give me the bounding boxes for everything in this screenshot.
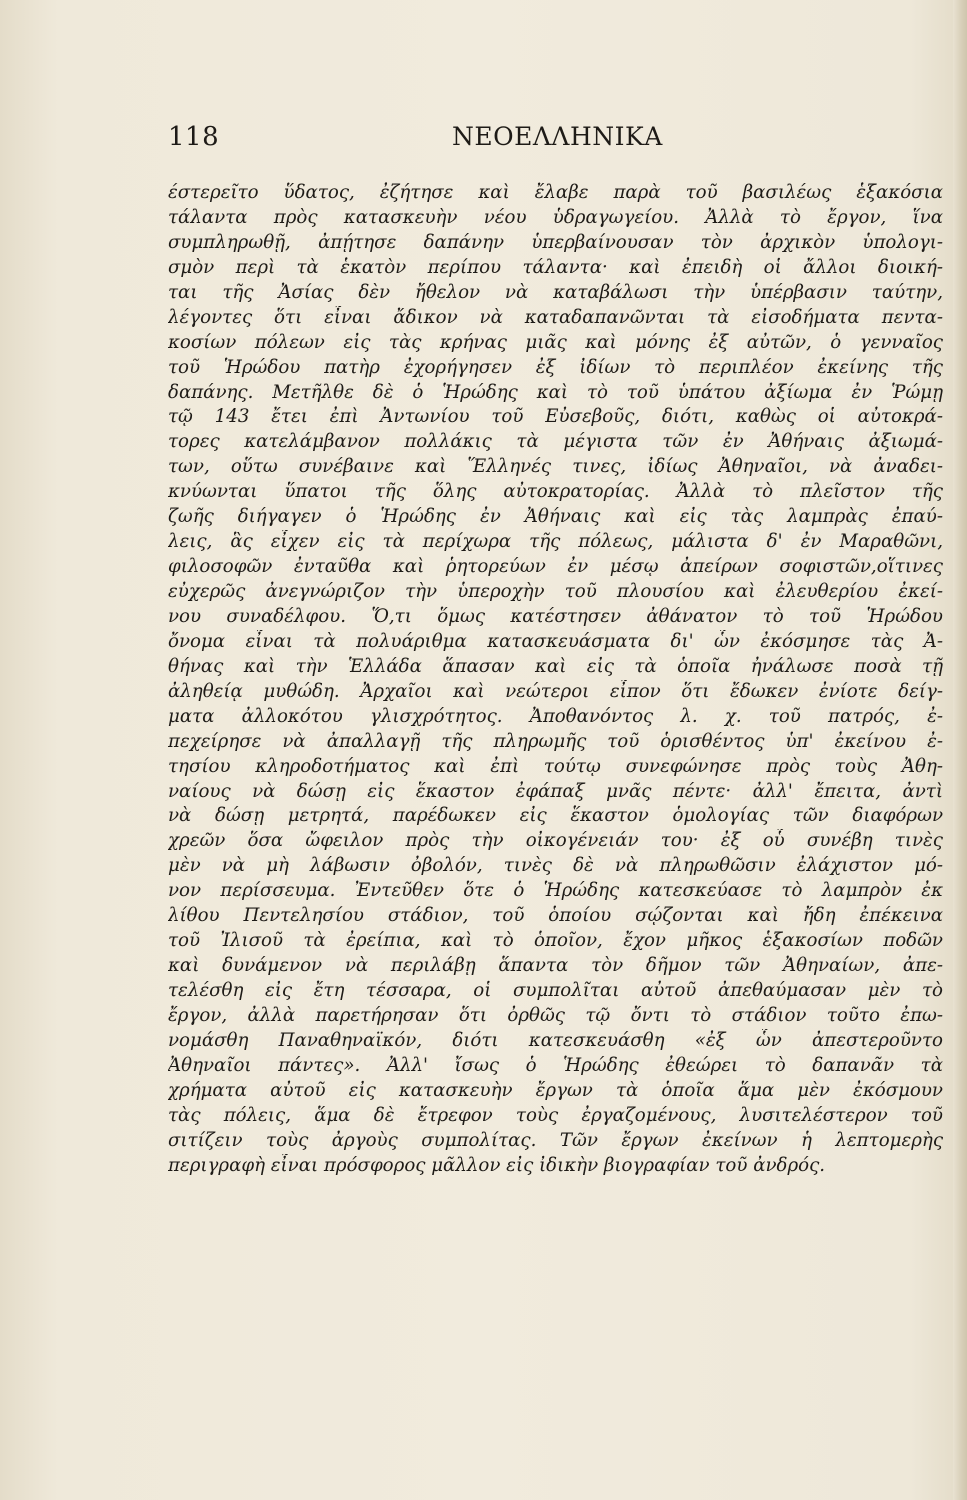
text-line: χρεῶν ὅσα ὤφειλον πρὸς τὴν οἰκογένειάν του· ἐξ οὗ συνέβη τινὲς bbox=[168, 830, 943, 852]
text-line: νὰ δώσῃ μετρητά, παρέδωκεν εἰς ἕκαστον ὁμολογίας τῶν διαφόρων bbox=[168, 805, 943, 827]
text-line: πεχείρησε νὰ ἀπαλλαγῇ τῆς πληρωμῆς τοῦ ὁρισθέντος ὑπ' ἐκείνου ἐ- bbox=[168, 730, 943, 752]
text-line: ὄνομα εἶναι τὰ πολυάριθμα κατασκευάσματα δι' ὧν ἐκόσμησε τὰς Ἀ- bbox=[168, 630, 943, 652]
body-text bbox=[168, 181, 943, 1179]
text-line: λίθου Πεντελησίου στάδιον, τοῦ ὁποίου σῴζονται καὶ ἤδη ἐπέκεινα bbox=[168, 905, 943, 927]
text-line: λεις, ἃς εἶχεν εἰς τὰ περίχωρα τῆς πόλεως, μάλιστα δ' ἐν Μαραθῶνι, bbox=[168, 531, 943, 553]
text-line: κνύωνται ὕπατοι τῆς ὅλης αὐτοκρατορίας. Ἀλλὰ τὸ πλεῖστον τῆς bbox=[168, 481, 943, 503]
text-line: τορες κατελάμβανον πολλάκις τὰ μέγιστα τῶν ἐν Ἀθήναις ἀξιωμά- bbox=[168, 431, 943, 453]
text-line: σιτίζειν τοὺς ἀργοὺς συμπολίτας. Τῶν ἔργων ἐκείνων ἡ λεπτομερὴς bbox=[168, 1129, 943, 1151]
text-line: ναίους νὰ δώσῃ εἰς ἕκαστον ἐφάπαξ μνᾶς πέντε· ἀλλ' ἔπειτα, ἀντὶ bbox=[168, 780, 943, 802]
text-line: τησίου κληροδοτήματος καὶ ἐπὶ τούτῳ συνεφώνησε πρὸς τοὺς Ἀθη- bbox=[168, 755, 943, 777]
text-line: τὰς πόλεις, ἅμα δὲ ἔτρεφον τοὺς ἐργαζομένους, λυσιτελέστερον τοῦ bbox=[168, 1104, 943, 1126]
text-line: σμὸν περὶ τὰ ἑκατὸν περίπου τάλαντα· καὶ ἐπειδὴ οἱ ἄλλοι διοική- bbox=[168, 256, 943, 278]
text-line: των, οὕτω συνέβαινε καὶ Ἕλληνές τινες, ἰδίως Ἀθηναῖοι, νὰ ἀναδει- bbox=[168, 456, 943, 478]
text-line: νου συναδέλφου. Ὅ,τι ὅμως κατέστησεν ἀθάνατον τὸ τοῦ Ἡρώδου bbox=[168, 605, 943, 627]
text-line: ματα ἀλλοκότου γλισχρότητος. Ἀποθανόντος λ. χ. τοῦ πατρός, ἐ- bbox=[168, 705, 943, 727]
text-line: περιγραφὴ εἶναι πρόσφορος μᾶλλον εἰς ἰδικὴν βιογραφίαν τοῦ ἀνδρός. bbox=[168, 1154, 826, 1176]
page-header bbox=[168, 122, 868, 162]
text-line: ζωῆς διήγαγεν ὁ Ἡρώδης ἐν Ἀθήναις καὶ εἰς τὰς λαμπρὰς ἐπαύ- bbox=[168, 506, 943, 528]
text-line: τελέσθη εἰς ἔτη τέσσαρα, οἱ συμπολῖται αὐτοῦ ἀπεθαύμασαν μὲν τὸ bbox=[168, 980, 943, 1001]
text-line: μὲν νὰ μὴ λάβωσιν ὀβολόν, τινὲς δὲ νὰ πληρωθῶσιν ἐλάχιστον μό- bbox=[168, 855, 943, 877]
text-line: τάλαντα πρὸς κατασκευὴν νέου ὑδραγωγείου. Ἀλλὰ τὸ ἔργον, ἵνα bbox=[168, 206, 943, 228]
text-line: νομάσθη Παναθηναϊκόν, διότι κατεσκευάσθη «ἐξ ὧν ἀπεστεροῦντο bbox=[168, 1029, 943, 1051]
text-line: συμπληρωθῇ, ἀπῄτησε δαπάνην ὑπερβαίνουσαν τὸν ἀρχικὸν ὑπολογι- bbox=[168, 231, 943, 253]
text-line: δαπάνης. Μετῆλθε δὲ ὁ Ἡρώδης καὶ τὸ τοῦ ὑπάτου ἀξίωμα ἐν Ῥώμῃ bbox=[168, 381, 943, 403]
text-line: έστερεῖτο ὕδατος, ἐζήτησε καὶ ἔλαβε παρὰ τοῦ βασιλέως ἑξακόσια bbox=[168, 182, 943, 203]
text-line: Ἀθηναῖοι πάντες». Ἀλλ' ἴσως ὁ Ἡρώδης ἐθεώρει τὸ δαπανᾶν τὰ bbox=[168, 1054, 943, 1076]
text-line: θήνας καὶ τὴν Ἑλλάδα ἅπασαν καὶ εἰς τὰ ὁποῖα ἠνάλωσε ποσὰ τῇ bbox=[168, 655, 943, 677]
text-line: ται τῆς Ἀσίας δὲν ἤθελον νὰ καταβάλωσι τὴν ὑπέρβασιν ταύτην, bbox=[168, 281, 943, 303]
text-line: τοῦ Ἡρώδου πατὴρ ἐχορήγησεν ἐξ ἰδίων τὸ περιπλέον ἐκείνης τῆς bbox=[168, 356, 943, 378]
text-line: ἀληθείᾳ μυθώδη. Ἀρχαῖοι καὶ νεώτεροι εἶπον ὅτι ἔδωκεν ἐνίοτε δείγ- bbox=[168, 680, 943, 702]
text-line: τῷ 143 ἔτει ἐπὶ Ἀντωνίου τοῦ Εὐσεβοῦς, διότι, καθὼς οἱ αὐτοκρά- bbox=[168, 406, 943, 428]
text-line: νον περίσσευμα. Ἐντεῦθεν ὅτε ὁ Ἡρώδης κατεσκεύασε τὸ λαμπρὸν ἐκ bbox=[168, 880, 943, 902]
running-title: ΝΕΟΕΛΛΗΝΙΚΑ bbox=[452, 122, 663, 151]
text-line: τοῦ Ἰλισοῦ τὰ ἐρείπια, καὶ τὸ ὁποῖον, ἔχον μῆκος ἑξακοσίων ποδῶν bbox=[168, 930, 943, 952]
page-number: 118 bbox=[168, 122, 220, 152]
text-line: κοσίων πόλεων εἰς τὰς κρήνας μιᾶς καὶ μόνης ἐξ αὐτῶν, ὁ γενναῖος bbox=[168, 331, 943, 353]
text-line: καὶ δυνάμενον νὰ περιλάβῃ ἅπαντα τὸν δῆμον τῶν Ἀθηναίων, ἀπε- bbox=[168, 955, 943, 977]
text-line: χρήματα αὐτοῦ εἰς κατασκευὴν ἔργων τὰ ὁποῖα ἅμα μὲν ἐκόσμουν bbox=[168, 1079, 943, 1101]
text-line: ἔργον, ἀλλὰ παρετήρησαν ὅτι ὀρθῶς τῷ ὄντι τὸ στάδιον τοῦτο ἐπω- bbox=[168, 1004, 943, 1026]
page-edge-shadow bbox=[953, 0, 967, 1500]
text-line: φιλοσοφῶν ἐνταῦθα καὶ ῥητορεύων ἐν μέσῳ ἀπείρων σοφιστῶν,οἵτινες bbox=[168, 556, 943, 578]
text-line: εὐχερῶς ἀνεγνώριζον τὴν ὑπεροχὴν τοῦ πλουσίου καὶ ἐλευθερίου ἐκεί- bbox=[168, 581, 943, 602]
text-line: λέγοντες ὅτι εἶναι ἄδικον νὰ καταδαπανῶνται τὰ εἰσοδήματα πεντα- bbox=[168, 306, 943, 328]
